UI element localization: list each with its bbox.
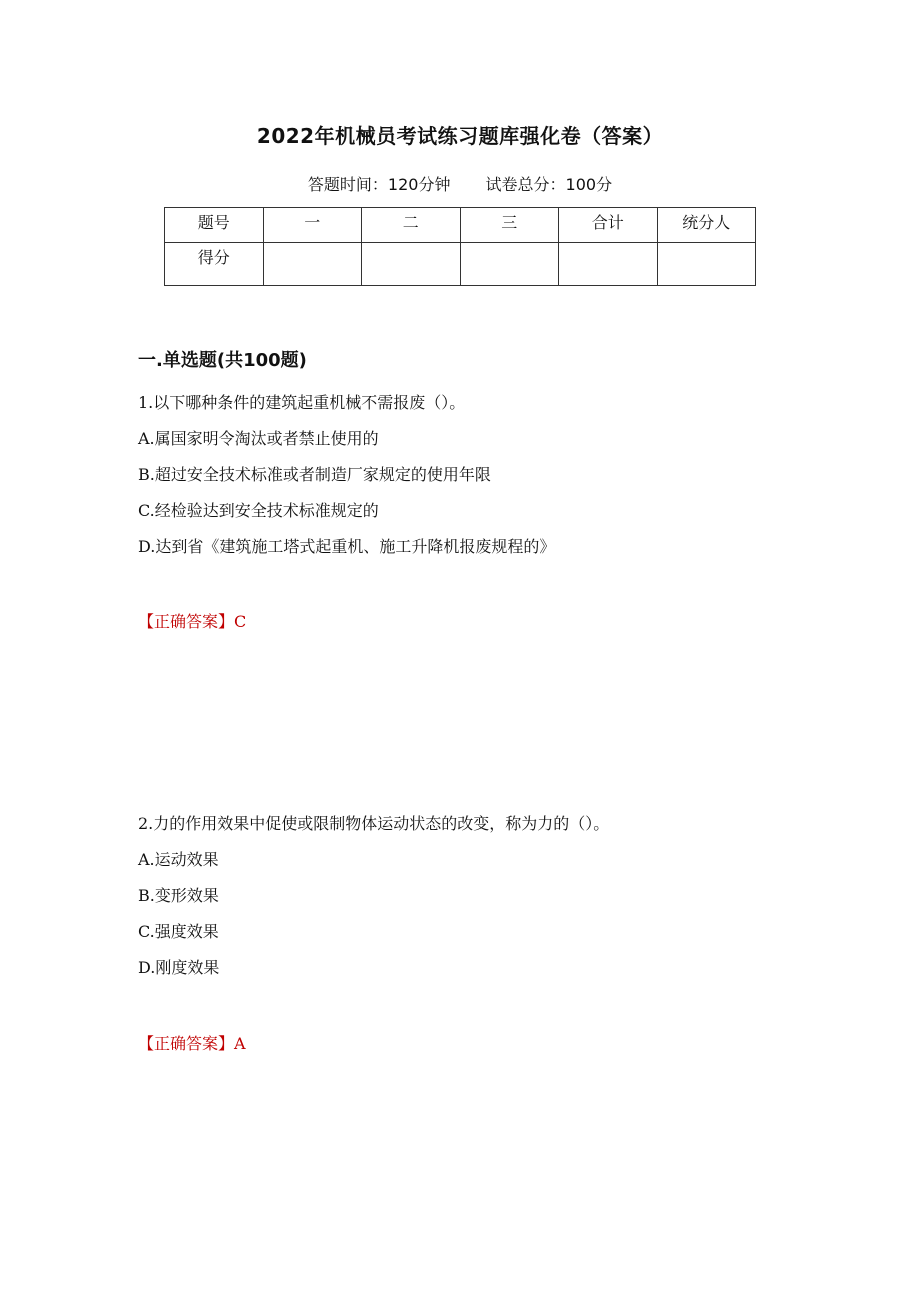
score-table-header-cell: 二 [362,208,461,243]
question-stem: 2.力的作用效果中促使或限制物体运动状态的改变，称为力的（）。 [138,814,610,833]
section-title: 一.单选题(共100题) [138,350,307,371]
correct-answer: 【正确答案】A [138,1034,246,1053]
score-table-header-cell: 三 [460,208,559,243]
question-option: C.强度效果 [138,922,219,941]
exam-meta [0,172,920,195]
question-option: B.变形效果 [138,886,219,905]
score-table-cell [362,243,461,286]
score-table-header-row [165,208,756,243]
score-table-row-label: 得分 [165,243,264,286]
score-table-cell [263,243,362,286]
score-table-header-cell: 一 [263,208,362,243]
question-option: A.属国家明令淘汰或者禁止使用的 [138,429,379,448]
score-table-header-cell: 统分人 [657,208,756,243]
question-option: C.经检验达到安全技术标准规定的 [138,501,379,520]
score-table [164,207,756,286]
document-title: 2022年机械员考试练习题库强化卷（答案） [256,124,664,148]
score-table-row [165,243,756,286]
question-option: B.超过安全技术标准或者制造厂家规定的使用年限 [138,465,491,484]
score-table-header-cell: 合计 [559,208,658,243]
exam-total-score: 试卷总分：100分 [485,175,613,194]
score-table-cell [460,243,559,286]
score-table-cell [559,243,658,286]
score-table-cell [657,243,756,286]
question-option: A.运动效果 [138,850,219,869]
question-stem: 1.以下哪种条件的建筑起重机械不需报废（）。 [138,393,466,412]
correct-answer: 【正确答案】C [138,612,247,631]
score-table-header-cell: 题号 [165,208,264,243]
question-option: D.达到省《建筑施工塔式起重机、施工升降机报废规程的》 [138,537,556,556]
exam-time: 答题时间：120分钟 [307,175,451,194]
question-option: D.刚度效果 [138,958,220,977]
